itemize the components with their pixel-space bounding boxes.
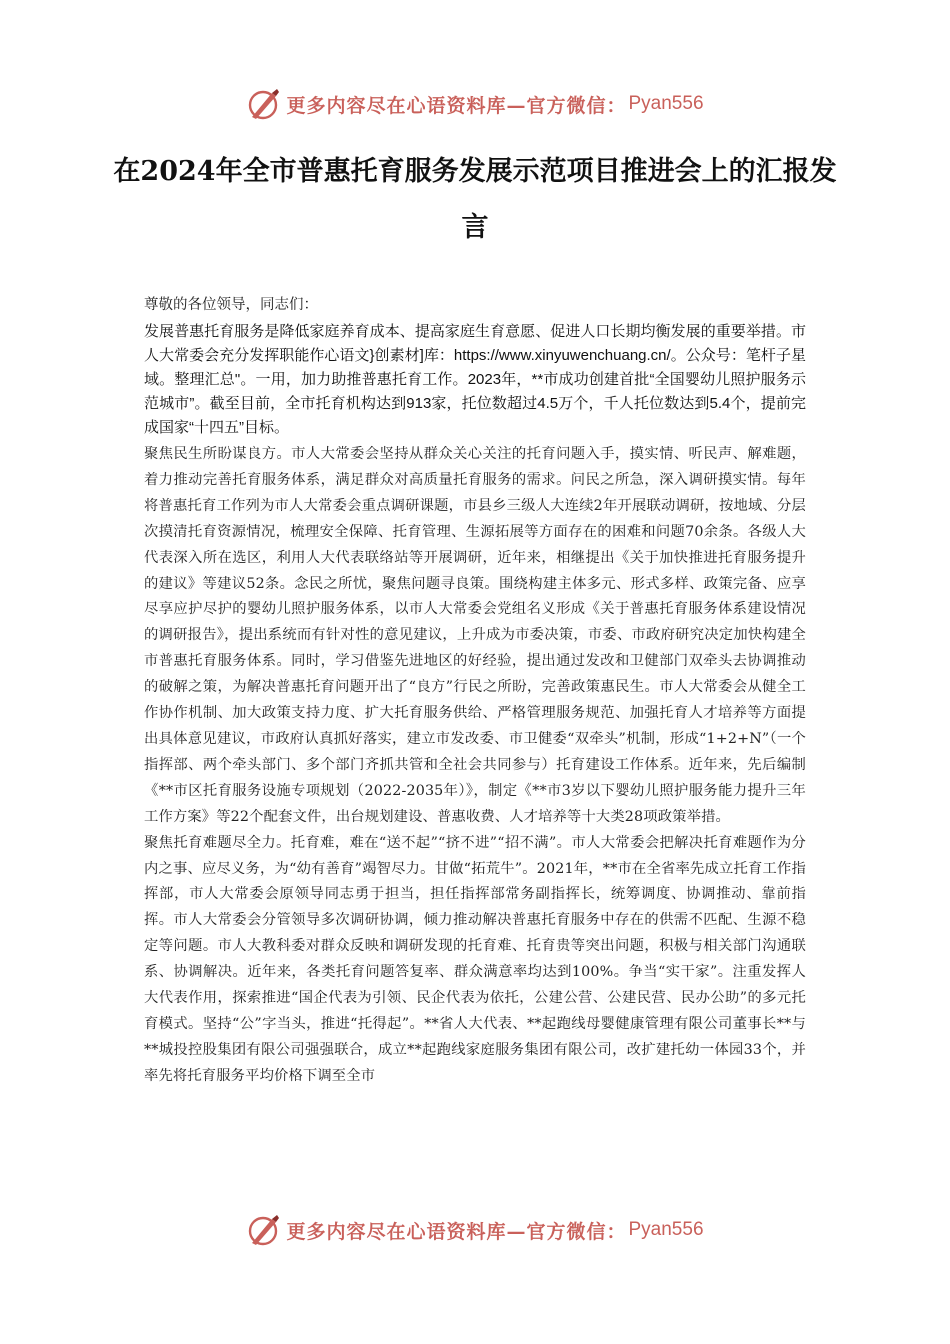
watermark-wechat-id: Pyan556 — [628, 93, 704, 114]
watermark-wechat-id: Pyan556 — [628, 1219, 704, 1240]
pen-logo-icon — [246, 87, 282, 121]
lead-paragraph: 发展普惠托育服务是降低家庭养育成本、提高家庭生育意愿、促进人口长期均衡发展的重要举措。市人大常委会充分发挥职能作心语文}创素材]库：https://www.xinyuwenchuang.cn/。公众号：笔杆子星域。整理汇总"。一用，加力助推普惠托育工作。2023年，**市成功创建首批“全国婴幼儿照护服务示范城市”。截至目前，全市托育机构达到913家，托位数超过4.5万个，千人托位数达到5.4个，提前完成国家“十四五”目标。 — [144, 323, 806, 436]
watermark-text: 更多内容尽在心语资料库—官方微信： — [286, 1220, 627, 1243]
document-body — [144, 294, 806, 1090]
pen-logo-icon — [246, 1213, 282, 1247]
body-paragraph: 聚焦托育难题尽全力。托育难，难在“送不起”“挤不进”“招不满”。市人大常委会把解决托育难题作为分内之事、应尽义务，为“幼有善育”竭智尽力。甘做“拓荒牛”。2021年，**市在全省率先成立托育工作指挥部，市人大常委会原领导同志勇于担当，担任指挥部常务副指挥长，统筹调度、协调推动、靠前指挥。市人大常委会分管领导多次调研协调，倾力推动解决普惠托育服务中存在的供需不匹配、生源不稳定等问题。市人大教科委对群众反映和调研发现的托育难、托育贵等突出问题，积极与相关部门沟通联系、协调解决。近年来，各类托育问题答复率、群众满意率均达到100%。争当“实干家”。注重发挥人大代表作用，探索推进“国企代表为引领、民企代表为依托，公建公营、公建民营、民办公助”的多元托育模式。坚持“公”字当头，推进“托得起”。**省人大代表、**起跑线母婴健康管理有限公司董事长**与**城投控股集团有限公司强强联合，成立**起跑线家庭服务集团有限公司，改扩建托幼一体园33个，并率先将托育服务平均价格下调至全市 — [144, 834, 806, 1084]
watermark-banner-bottom — [0, 1210, 950, 1250]
body-paragraph: 聚焦民生所盼谋良方。市人大常委会坚持从群众关心关注的托育问题入手，摸实情、听民声、解难题，着力推动完善托育服务体系，满足群众对高质量托育服务的需求。问民之所急，深入调研摸实情。每年将普惠托育工作列为市人大常委会重点调研课题，市县乡三级人大连续2年开展联动调研，按地域、分层次摸清托育资源情况，梳理安全保障、托育管理、生源拓展等方面存在的困难和问题70余条。各级人大代表深入所在选区，利用人大代表联络站等开展调研，近年来，相继提出《关于加快推进托育服务提升的建议》等建议52条。念民之所忧，聚焦问题寻良策。围绕构建主体多元、形式多样、政策完备、应享尽享应护尽护的婴幼儿照护服务体系，以市人大常委会党组名义形成《关于普惠托育服务体系建设情况的调研报告》，提出系统而有针对性的意见建议，上升成为市委决策，市委、市政府研究决定加快构建全市普惠托育服务体系。同时，学习借鉴先进地区的好经验，提出通过发改和卫健部门双牵头去协调推动的破解之策，为解决普惠托育问题开出了“良方”行民之所盼，完善政策惠民生。市人大常委会从健全工作协作机制、加大政策支持力度、扩大托育服务供给、严格管理服务规范、加强托育人才培养等方面提出具体意见建议，市政府认真抓好落实，建立市发改委、市卫健委“双牵头”机制，形成“1+2+N”（一个指挥部、两个牵头部门、多个部门齐抓共管和全社会共同参与）托育建设工作体系。近年来，先后编制《**市区托育服务设施专项规划（2022-2035年）》，制定《**市3岁以下婴幼儿照护服务能力提升三年工作方案》等22个配套文件，出台规划建设、普惠收费、人才培养等十大类28项政策举措。 — [144, 446, 806, 825]
salutation: 尊敬的各位领导，同志们： — [144, 297, 318, 313]
document-title: 在2024年全市普惠托育服务发展示范项目推进会上的汇报发言 — [113, 156, 837, 243]
watermark-text: 更多内容尽在心语资料库—官方微信： — [286, 94, 627, 117]
watermark-banner-top — [0, 84, 950, 124]
